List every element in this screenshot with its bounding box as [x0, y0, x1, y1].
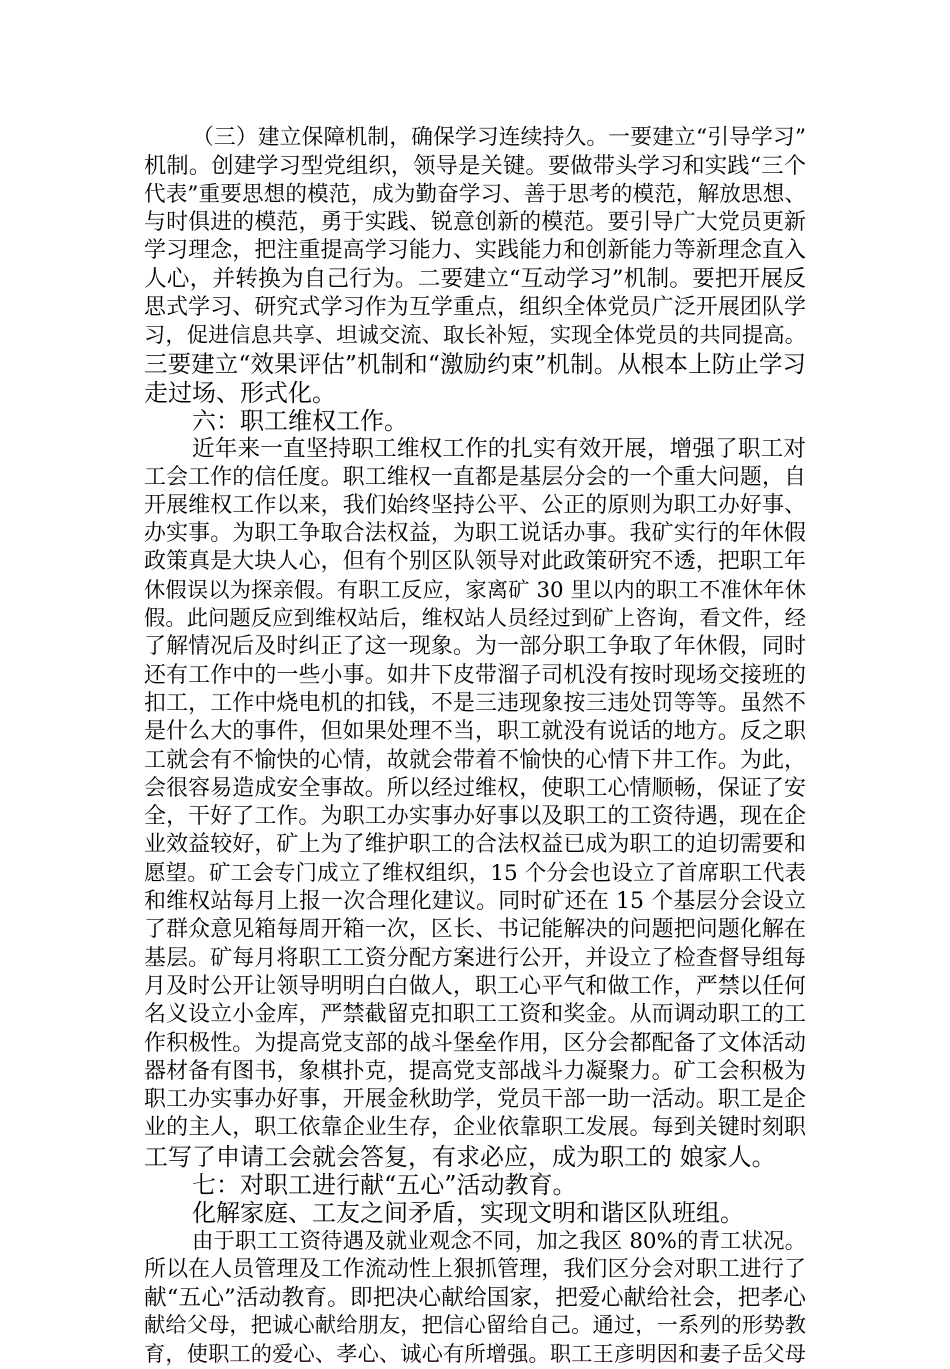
text-line: 与时俱进的模范，勇于实践、锐意创新的模范。要引导广大党员更新 — [144, 209, 806, 235]
text-line: 还有工作中的一些小事。如井下皮带溜子司机没有按时现场交接班的 — [144, 662, 806, 688]
text-line: 三要建立“效果评估”机制和“激励约束”机制。从根本上防止学习 — [144, 350, 806, 379]
text-line: 由于职工工资待遇及就业观念不同，加之我区 80%的青工状况。 — [192, 1228, 806, 1254]
paragraph-five-hearts — [144, 1228, 806, 1369]
text-line: 假。此问题反应到维权站后，维权站人员经过到矿上咨询，看文件，经 — [144, 606, 806, 632]
text-line: 机制。创建学习型党组织，领导是关键。要做带头学习和实践“三个 — [144, 153, 806, 180]
text-line: 业的主人，职工依靠企业生存，企业依靠职工发展。每到关键时刻职 — [144, 1115, 806, 1141]
text-line: 工写了申请工会就会答复，有求必应，成为职工的 娘家人。 — [144, 1142, 776, 1171]
text-line: （三）建立保障机制，确保学习连续持久。一要建立“引导学习” — [192, 125, 806, 150]
text-line: 了群众意见箱每周开箱一次，区长、书记能解决的问题把问题化解在 — [144, 917, 806, 943]
paragraph-rights-protection — [144, 435, 806, 1171]
text-line: 名义设立小金库，严禁截留克扣职工工资和奖金。从而调动职工的工 — [144, 1002, 806, 1028]
text-line: 基层。矿每月将职工工资分配方案进行公开，并设立了检查督导组每 — [144, 945, 806, 971]
text-line: 会很容易造成安全事故。所以经过维权，使职工心情顺畅，保证了安 — [144, 775, 806, 801]
text-line: 业效益较好，矿上为了维护职工的合法权益已成为职工的迫切需要和 — [144, 832, 806, 858]
section-heading-seven — [144, 1171, 806, 1199]
section-heading-six — [144, 407, 806, 435]
text-line: 和维权站每月上报一次合理化建议。同时矿还在 15 个基层分会设立 — [144, 889, 806, 915]
text-line: 扣工，工作中烧电机的扣钱，不是三违现象按三违处罚等等。虽然不 — [144, 690, 806, 716]
text-line: 学习理念，把注重提高学习能力、实践能力和创新能力等新理念直入 — [144, 238, 806, 264]
text-line: 职工办实事办好事，开展金秋助学，党员干部一助一活动。职工是企 — [144, 1087, 806, 1113]
text-line: 作积极性。为提高党支部的战斗堡垒作用，区分会都配备了文体活动 — [144, 1030, 806, 1056]
text-line: 器材备有图书，象棋扑克，提高党支部战斗力凝聚力。矿工会积极为 — [144, 1058, 806, 1084]
text-line: 习，促进信息共享、坦诚交流、取长补短，实现全体党员的共同提高。 — [144, 323, 806, 349]
text-line: 走过场、形式化。 — [144, 378, 336, 407]
text-line: 所以在人员管理及工作流动性上狠抓管理，我们区分会对职工进行了 — [144, 1256, 806, 1282]
text-line: 月及时公开让领导明明白白做人，职工心平气和做工作，严禁以任何 — [144, 973, 806, 999]
text-line: 代表”重要思想的模范，成为勤奋学习、善于思考的模范，解放思想、 — [144, 181, 806, 207]
paragraph-security-mechanism — [144, 124, 806, 407]
text-line: 开展维权工作以来，我们始终坚持公平、公正的原则为职工办好事、 — [144, 492, 806, 518]
text-line: 工就会有不愉快的心情，故就会带着不愉快的心情下井工作。为此， — [144, 747, 806, 773]
text-line: 政策真是大块人心，但有个别区队领导对此政策研究不透，把职工年 — [144, 549, 806, 575]
text-line: 了解情况后及时纠正了这一现象。为一部分职工争取了年休假，同时 — [144, 634, 806, 660]
text-line: 献“五心”活动教育。即把决心献给国家，把爱心献给社会，把孝心 — [144, 1285, 806, 1312]
text-line: 休假误以为探亲假。有职工反应，家离矿 30 里以内的职工不准休年休 — [144, 577, 806, 603]
text-line: 人心，并转换为自己行为。二要建立“互动学习”机制。要把开展反 — [144, 266, 806, 293]
text-line: 育，使职工的爱心、孝心、诚心有所增强。职工王彦明因和妻子岳父母 — [144, 1341, 806, 1367]
section-heading: 七：对职工进行献“五心”活动教育。 — [192, 1170, 577, 1199]
section-heading: 六：职工维权工作。 — [192, 406, 408, 435]
text-line: 献给父母，把诚心献给朋友，把信心留给自己。通过，一系列的形势教 — [144, 1313, 806, 1339]
text-line: 近年来一直坚持职工维权工作的扎实有效开展，增强了职工对 — [192, 436, 806, 463]
text-line: 思式学习、研究式学习作为互学重点，组织全体党员广泛开展团队学 — [144, 294, 806, 320]
document-page — [144, 124, 806, 1369]
text-line: 工会工作的信任度。职工维权一直都是基层分会的一个重大问题，自 — [144, 464, 806, 490]
text-line: 是什么大的事件，但如果处理不当，职工就没有说话的地方。反之职 — [144, 719, 806, 745]
section-subheading: 化解家庭、工友之间矛盾，实现文明和谐区队班组。 — [192, 1199, 744, 1228]
text-line: 全，干好了工作。为职工办实事办好事以及职工的工资待遇，现在企 — [144, 804, 806, 830]
text-line: 愿望。矿工会专门成立了维权组织，15 个分会也设立了首席职工代表 — [144, 860, 806, 886]
section-subheading-seven — [144, 1199, 806, 1227]
text-line: 办实事。为职工争取合法权益，为职工说话办事。我矿实行的年休假 — [144, 521, 806, 547]
